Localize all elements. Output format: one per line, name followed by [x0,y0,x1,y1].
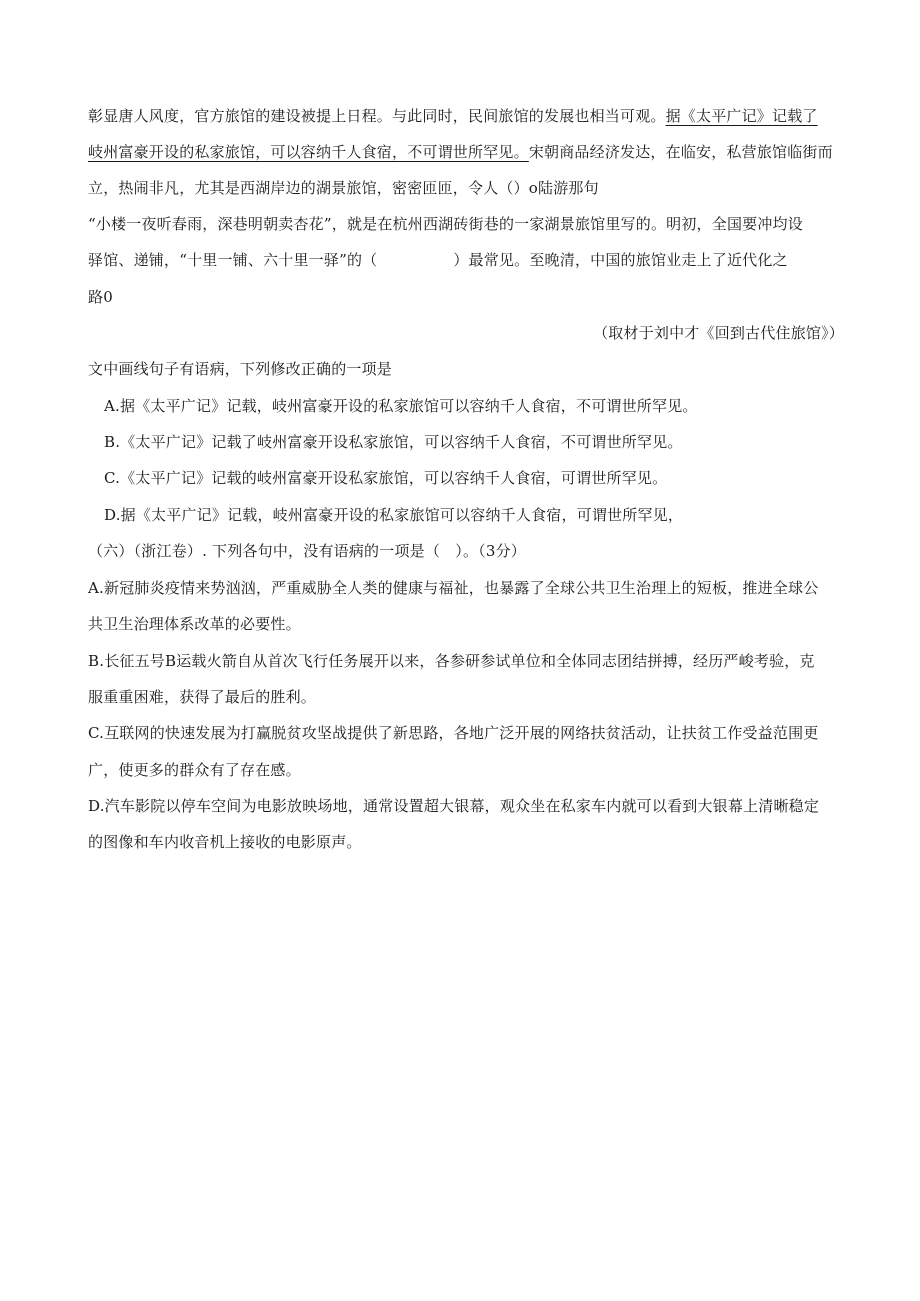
passage-source: （取材于刘中才《回到古代住旅馆》） [593,324,844,342]
question-2-option-c-line-1: C.互联网的快速发展为打赢脱贫攻坚战提供了新思路，各地广泛开展的网络扶贫活动，让扶贫工作受益范围更 [88,724,819,742]
question-2-option-b-line-1: B.长征五号B运载火箭自从首次飞行任务展开以来，各参研参试单位和全体同志团结拼搏，经历严峻考验，克 [88,652,815,670]
question-2-stem: （六）（浙江卷）. 下列各句中，没有语病的一项是（ ）。（3分） [88,542,526,560]
question-1-option-d: D.据《太平广记》记载，岐州富豪开设的私家旅馆可以容纳千人食宿，可谓世所罕见， [104,506,684,524]
question-2-option-a-line-1: A.新冠肺炎疫情来势汹汹，严重威胁全人类的健康与福祉，也暴露了全球公共卫生治理上的短板，推进全球公 [88,579,819,597]
question-1-option-a: A.据《太平广记》记载，岐州富豪开设的私家旅馆可以容纳千人食宿，不可谓世所罕见。 [104,397,698,415]
underlined-sentence-part-2: 岐州富豪开设的私家旅馆，可以容纳千人食宿，不可谓世所罕见。 [88,143,529,161]
question-2-option-b-line-2: 服重重困难，获得了最后的胜利。 [88,688,317,706]
question-1-stem: 文中画线句子有语病，下列修改正确的一项是 [88,360,393,378]
question-1-option-c: C.《太平广记》记载的岐州富豪开设私家旅馆，可以容纳千人食宿，可谓世所罕见。 [104,469,668,487]
passage-line-2-text: 宋朝商品经济发达，在临安，私营旅馆临街而 [528,143,833,161]
question-2-option-c-line-2: 广，使更多的群众有了存在感。 [88,761,301,779]
passage-line-1 [88,106,818,126]
passage-line-6: 路0 [88,288,113,306]
question-2-option-a-line-2: 共卫生治理体系改革的必要性。 [88,615,301,633]
question-2-option-d-line-1: D.汽车影院以停车空间为电影放映场地，通常设置超大银幕，观众坐在私家车内就可以看到大银幕上清晰稳定 [88,797,820,815]
question-1-option-b: B.《太平广记》记载了岐州富豪开设私家旅馆，可以容纳千人食宿，不可谓世所罕见。 [104,433,683,451]
underlined-sentence-part-1: 据《太平广记》记载了 [665,107,818,125]
passage-line-3: 立，热闹非凡，尤其是西湖岸边的湖景旅馆，密密匝匝，令人（）o陆游那句 [88,179,599,197]
passage-line-4: “小楼一夜听春雨，深巷明朝卖杏花”，就是在杭州西湖砖街巷的一家湖景旅馆里写的。明初，全国要冲均设 [88,215,803,233]
passage-line-5: 驿馆、递铺，“十里一铺、六十里一驿”的（ ）最常见。至晚清，中国的旅馆业走上了近代化之 [88,251,788,269]
passage-line-2 [88,142,833,162]
question-2-option-d-line-2: 的图像和车内收音机上接收的电影原声。 [88,833,362,851]
passage-line-1-text: 彰显唐人风度，官方旅馆的建设被提上日程。与此同时，民间旅馆的发展也相当可观。 [88,107,666,125]
